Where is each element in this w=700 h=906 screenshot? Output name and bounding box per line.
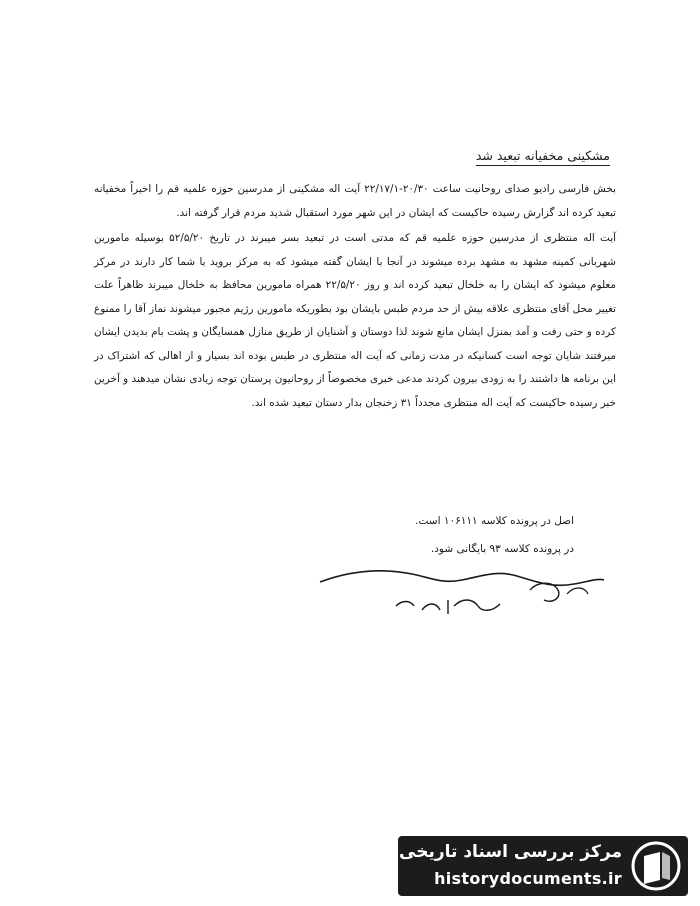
archive-logo-icon [630, 840, 682, 892]
file-note-archive: در پرونده کلاسه ۹۳ بایگانی شود. [430, 543, 574, 555]
document-title: مشکینی مخفیانه تبعید شد [476, 148, 610, 166]
paragraph-2: آیت اله منتظری از مدرسین حوزه علمیه قم که مدتی است در تبعید بسر میبرند در تاریخ ۵۲/۵/۲۰ بوسیله مامورین شهربانی کمینه مشهد به مشهد برده میشوند در آنجا با ایشان گفته میشود که به مرکز بروید با شما کار دارند در مرکز معلوم میشود که ایشان را به خلخال تبعید کرده اند و روز ۲۲/۵/۲۰ همراه مامورین محافظ به خلخال میبرند ظاهراً علت تغییر محل آقای منتظری علاقه بیش از حد مردم طبس بایشان بود بطوریکه مامورین رژیم مجبور میشوند نماز آقا را ممنوع کرده و حتی رفت و آمد بمنزل ایشان مانع شوند لذا دوستان و آشنایان از طریق منازل همسایگان و پشت بام بدیدن ایشان میرفتند شایان توجه است کسانیکه در مدت زمانی که آیت اله منتظری در طبس بوده اند بسیار و از اهالی که اشتراک در این برنامه ها داشتند را به زودی بیرون کردند مدعی خبری مخصوصاً از روحانیون پرستان توجه زیادی نشان میدهند و آخرین خبر رسیده حاکیست که آیت اله منتظری مجدداً ۳۱ زخنجان بدار دستان تبعید شده اند. [94, 232, 617, 409]
watermark-url: historydocuments.ir [434, 869, 622, 888]
archive-watermark [398, 836, 688, 896]
watermark-title: مرکز بررسی اسناد تاریخی [399, 842, 622, 862]
file-note-original: اصل در پرونده کلاسه ۱۰۶۱۱۱ است. [415, 515, 574, 527]
handwritten-date [392, 592, 512, 618]
paragraph-1: بخش فارسی رادیو صدای روحانیت ساعت ۲۰/۳۰-۲۲/۱۷/۱ آیت اله مشکینی از مدرسین حوزه علمیه قم را اخیراً مخفیانه تبعید کرده اند گزارش رسیده حاکیست که ایشان در این شهر مورد استقبال شدید مردم قرار گرفته اند. [94, 183, 616, 219]
document-body [94, 178, 616, 415]
